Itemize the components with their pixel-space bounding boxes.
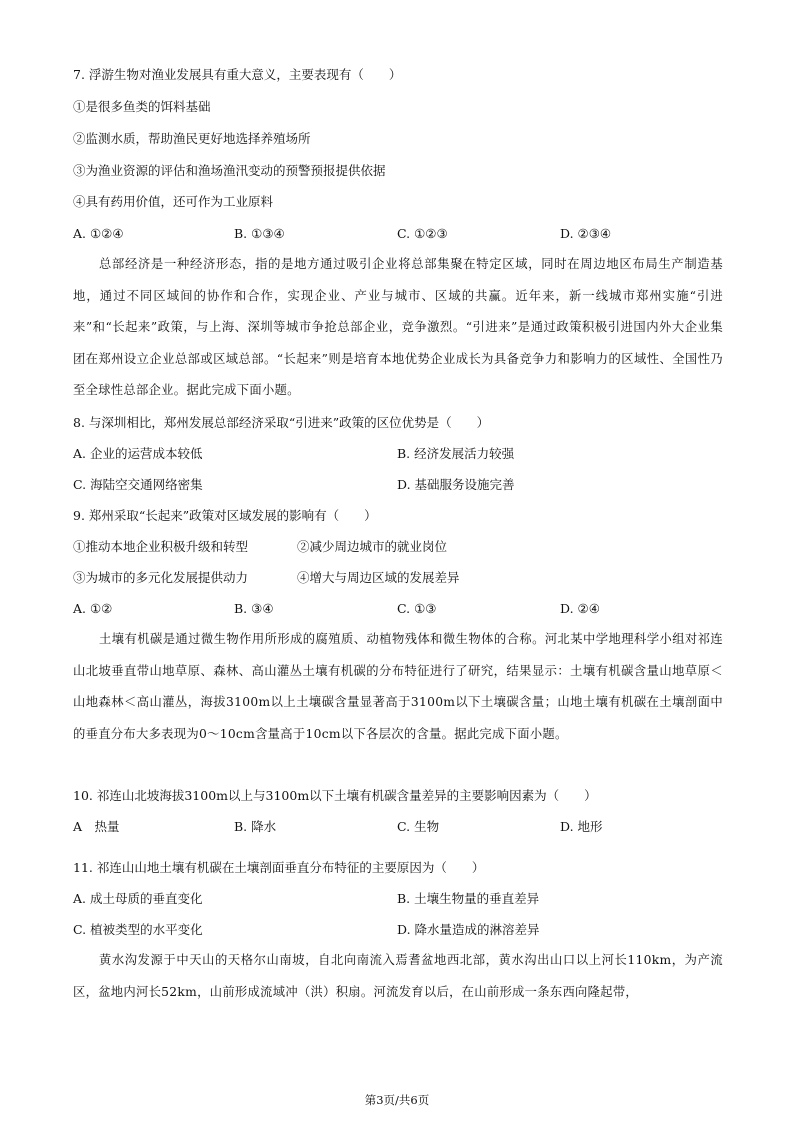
- page-number: 第3页/共6页: [364, 1093, 430, 1107]
- question-9-option-b: B. ③④: [234, 601, 274, 616]
- question-7-item-2: ②监测水质，帮助渔民更好地选择养殖场所: [73, 131, 311, 146]
- question-7-option-b: B. ①③④: [234, 226, 285, 241]
- question-9-item-3: ③为城市的多元化发展提供动力: [73, 570, 249, 585]
- question-7-stem: 7. 浮游生物对渔业发展具有重大意义，主要表现有（ ）: [73, 67, 402, 82]
- question-11-stem: 11. 祁连山山地土壤有机碳在土壤剖面垂直分布特征的主要原因为（ ）: [73, 860, 485, 875]
- question-7-option-a: A. ①②④: [73, 226, 124, 241]
- question-10-option-d: D. 地形: [560, 819, 603, 834]
- question-9-item-4: ④增大与周边区域的发展差异: [297, 570, 460, 585]
- question-8-option-c: C. 海陆空交通网络密集: [73, 477, 203, 492]
- question-10-stem: 10. 祁连山北坡海拔3100m以上与3100m以下土壤有机碳含量差异的主要影响因素为（ ）: [73, 788, 597, 803]
- question-8-option-b: B. 经济发展活力较强: [397, 446, 515, 461]
- passage-soil-organic-carbon: 土壤有机碳是通过微生物作用所形成的腐殖质、动植物残体和微生物体的合称。河北某中学地理科学小组对祁连山北坡垂直带山地草原、森林、高山灌丛土壤有机碳的分布特征进行了研究，结果显示：土壤有机碳含量山地草原＜山地森林＜高山灌丛，海拔3100m以上土壤碳含量显著高于3100m以下土壤碳含量；山地土壤有机碳在土壤剖面中的垂直分布大多表现为0～10cm含量高于10cm以下各层次的含量。据此完成下面小题。: [73, 632, 723, 741]
- passage-huangshuigou-river: 黄水沟发源于中天山的天格尔山南坡，自北向南流入焉耆盆地西北部，黄水沟出山口以上河长110km，为产流区，盆地内河长52km，山前形成流域冲（洪）积扇。河流发育以后，在山前形成一条东西向隆起带，: [73, 953, 723, 999]
- passage-headquarters-economy: 总部经济是一种经济形态，指的是地方通过吸引企业将总部集聚在特定区域，同时在周边地区布局生产制造基地，通过不同区域间的协作和合作，实现企业、产业与城市、区域的共赢。近年来，新一线城市郑州实施“引进来”和“长起来”政策，与上海、深圳等城市争抢总部企业，竞争激烈。“引进来”是通过政策积极引进国内外大企业集团在郑州设立企业总部或区域总部。“长起来”则是培育本地优势企业成长为具备竞争力和影响力的区域性、全国性乃至全球性总部企业。据此完成下面小题。: [73, 257, 723, 397]
- question-7-item-4: ④具有药用价值，还可作为工业原料: [73, 194, 274, 209]
- question-9-item-2: ②减少周边城市的就业岗位: [297, 539, 448, 554]
- question-11-option-a: A. 成土母质的垂直变化: [73, 891, 203, 906]
- question-7-item-1: ①是很多鱼类的饵料基础: [73, 99, 211, 114]
- question-8-stem: 8. 与深圳相比，郑州发展总部经济采取“引进来”政策的区位优势是（ ）: [73, 415, 490, 430]
- question-11-option-c: C. 植被类型的水平变化: [73, 922, 203, 937]
- question-9-option-d: D. ②④: [560, 601, 600, 616]
- question-10-option-a: A 热量: [73, 819, 120, 834]
- question-7-option-d: D. ②③④: [560, 226, 612, 241]
- question-10-option-b: B. 降水: [234, 819, 277, 834]
- question-9-option-c: C. ①③: [397, 601, 437, 616]
- question-7-item-3: ③为渔业资源的评估和渔场渔汛变动的预警预报提供依据: [73, 163, 386, 178]
- question-8-option-a: A. 企业的运营成本较低: [73, 446, 203, 461]
- question-7-option-c: C. ①②③: [397, 226, 448, 241]
- question-9-option-a: A. ①②: [73, 601, 113, 616]
- question-10-option-c: C. 生物: [397, 819, 440, 834]
- question-8-option-d: D. 基础服务设施完善: [397, 477, 515, 492]
- question-11-option-b: B. 土壤生物量的垂直差异: [397, 891, 540, 906]
- question-11-option-d: D. 降水量造成的淋溶差异: [397, 922, 540, 937]
- question-9-item-1: ①推动本地企业积极升级和转型: [73, 539, 249, 554]
- question-9-stem: 9. 郑州采取“长起来”政策对区域发展的影响有（ ）: [73, 508, 377, 523]
